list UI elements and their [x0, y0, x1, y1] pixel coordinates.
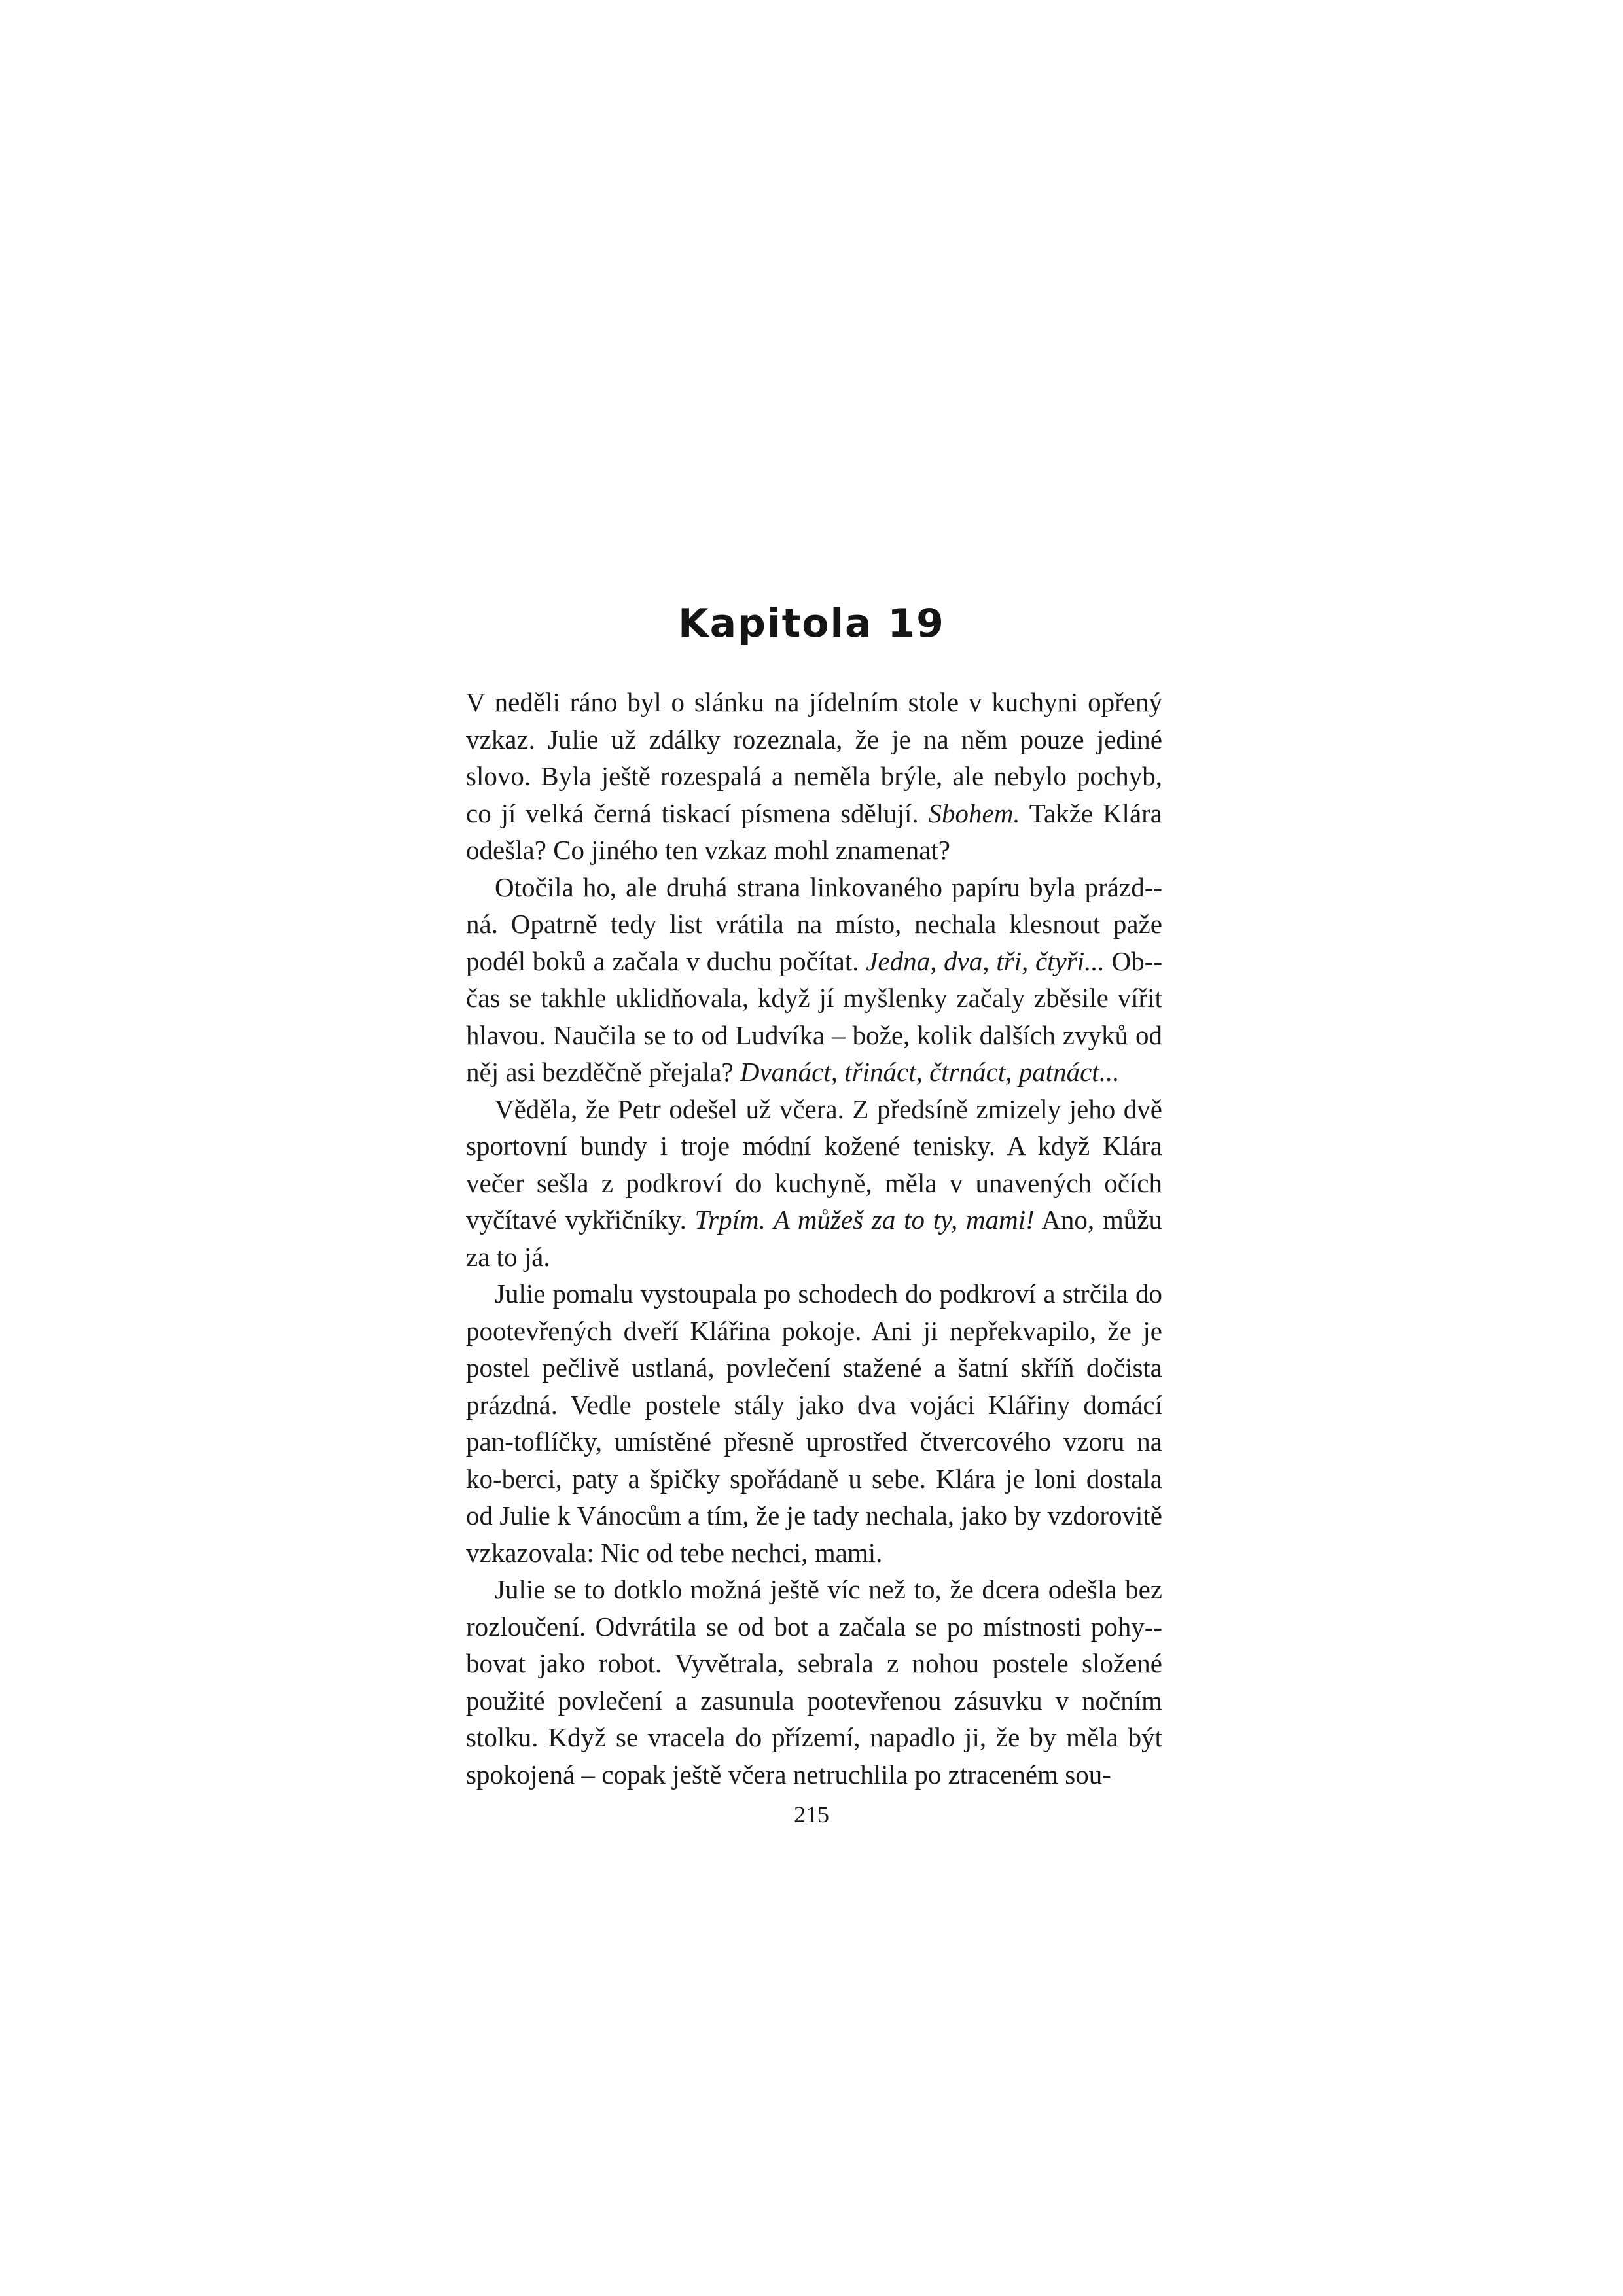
- italic-phrase: Jedna, dva, tři, čtyři...: [866, 945, 1105, 976]
- italic-phrase: Trpím. A můžeš za to ty, mami!: [694, 1205, 1035, 1235]
- paragraph: V neděli ráno byl o slánku na jídelním stole v kuchyni opřený vzkaz. Julie už zdálky rozeznala, že je na něm pouze jediné slovo. Byla ještě rozespalá a neměla brýle, ale nebylo pochyb, co jí velká černá tiskací písmena sdělují. Sbohem. Takže Klára odešla? Co jiného ten vzkaz mohl znamenat?: [466, 687, 1162, 865]
- paragraph: Věděla, že Petr odešel už včera. Z předsíně zmizely jeho dvě sportovní bundy i troje módní kožené tenisky. A když Klára večer sešla z podkroví do kuchyně, měla v unavených očích vyčítavé vykřičníky. Trpím. A můžeš za to ty, mami! Ano, můžu za to já.: [466, 1093, 1162, 1272]
- chapter-title: Kapitola 19: [678, 601, 945, 646]
- italic-phrase: Dvanáct, třináct, čtrnáct, patnáct...: [740, 1057, 1120, 1087]
- italic-phrase: Sbohem.: [928, 798, 1020, 828]
- page-number: 215: [794, 1801, 829, 1828]
- paragraph: Otočila ho, ale druhá strana linkovaného papíru byla prázd-ná. Opatrně tedy list vrátila na místo, nechala klesnout paže podél boků a začala v duchu počítat. Jedna, dva, tři, čtyři... Ob-čas se takhle uklidňovala, když jí myšlenky začaly zběsile vířit hlavou. Naučila se to od Ludvíka – bože, kolik dalších zvyků od něj asi bezděčně přejala? Dvanáct, třináct, čtrnáct, patnáct...: [466, 872, 1162, 1087]
- paragraph: Julie pomalu vystoupala po schodech do podkroví a strčila do pootevřených dveří Klářina pokoje. Ani ji nepřekvapilo, že je postel pečlivě ustlaná, povlečení stažené a šatní skříň dočista prázdná. Vedle postele stály jako dva vojáci Klářiny domácí pan-toflíčky, umístěné přesně uprostřed čtvercového vzoru na ko-berci, paty a špičky spořádaně u sebe. Klára je loni dostala od Julie k Vánocům a tím, že je tady nechala, jako by vzdorovitě vzkazovala: Nic od tebe nechci, mami.: [466, 1279, 1162, 1568]
- paragraph: Julie se to dotklo možná ještě víc než to, že dcera odešla bez rozloučení. Odvrátila se od bot a začala se po místnosti pohy-bovat jako robot. Vyvětrala, sebrala z nohou postele složené použité povlečení a zasunula pootevřenou zásuvku v nočním stolku. Když se vracela do přízemí, napadlo ji, že by měla být spokojená – copak ještě včera netruchlila po ztraceném sou-: [466, 1574, 1162, 1790]
- chapter-body: [466, 684, 1162, 1793]
